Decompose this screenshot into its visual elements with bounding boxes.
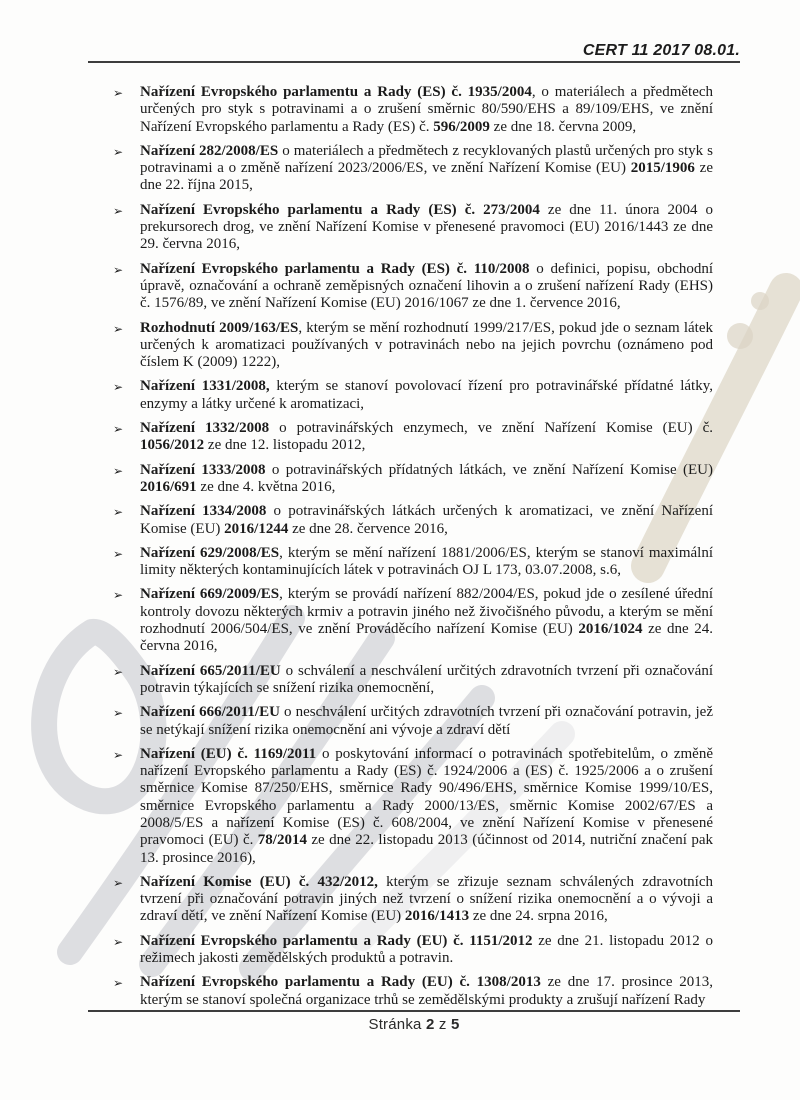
regulation-text: Nařízení 1331/2008, kterým se stanoví povolovací řízení pro potravinářské přídatné látky, enzymy a látky určené k aromatizaci, (140, 378, 714, 412)
regulation-text: Nařízení 629/2008/ES, kterým se mění nařízení 1881/2006/ES, kterým se stanoví maximální limity některých kontaminujících látek v potravinách OJ L 173, 03.07.2008, s.6, (140, 544, 713, 579)
regulation-text: Nařízení Evropského parlamentu a Rady (ES) č. 1935/2004, o materiálech a předmětech určených pro styk s potravinami a o zrušení směrnic 80/590/EHS a 89/109/EHS, ve znění Nařízení Evropského parlamentu a Rady (ES) č. 596/2009 ze dne 18. června 2009, (140, 84, 714, 135)
regulation-text: Nařízení Evropského parlamentu a Rady (ES) č. 110/2008 o definici, popisu, obchodní úpravě, označování a ochraně zeměpisných označení lihovin a o zrušení nařízení Rady (EHS) č. 1576/89, ve znění Nařízení Komise (EU) 2016/1067 ze dne 1. července 2016, (140, 260, 714, 312)
regulation-item (113, 874, 713, 926)
regulation-item (113, 974, 713, 1009)
page-header (88, 42, 740, 63)
arrow-bullet-icon: ➢ (113, 706, 124, 721)
regulation-item (113, 663, 713, 698)
regulation-item (113, 462, 713, 497)
regulation-text: Nařízení Evropského parlamentu a Rady (EU) č. 1308/2013 ze dne 17. prosince 2013, kterým se stanoví společná organizace trhů se zemědělskými produkty a zrušují nařízení Rady (140, 974, 713, 1008)
page-number (88, 1016, 740, 1033)
arrow-bullet-icon: ➢ (113, 422, 124, 437)
regulation-item (113, 320, 713, 372)
arrow-bullet-icon: ➢ (113, 262, 124, 277)
header-rule (88, 61, 740, 63)
page-footer (88, 1010, 740, 1033)
regulation-text: Nařízení 282/2008/ES o materiálech a předmětech z recyklovaných plastů určených pro styk s potravinami a o změně nařízení 2023/2006/ES, ve znění Nařízení Komise (EU) 2015/1906 ze dne 22. října 2015, (140, 142, 713, 194)
arrow-bullet-icon: ➢ (113, 976, 124, 991)
regulation-item (113, 143, 713, 195)
regulation-item (113, 84, 713, 136)
page-number-separator: z (438, 1016, 447, 1033)
regulation-text: Nařízení 665/2011/EU o schválení a neschválení určitých zdravotních tvrzení při označování potravin týkajících se snížení rizika onemocnění, (140, 662, 713, 696)
regulation-item (113, 202, 713, 254)
regulation-item (113, 503, 713, 538)
arrow-bullet-icon: ➢ (113, 203, 124, 218)
arrow-bullet-icon: ➢ (113, 747, 124, 762)
regulation-text: Nařízení (EU) č. 1169/2011 o poskytování informací o potravinách spotřebitelům, o změně nařízení Evropského parlamentu a Rady (ES) č. 1924/2006 a (ES) č. 1925/2006 a o zrušení směrnice Komise 87/250/EHS, směrnice Rady 90/496/EHS, směrnice Komise 1999/10/ES, směrnice Evropského parlamentu a Rady 2000/13/ES, směrnic Komise 2002/67/ES a 2008/5/ES a nařízení Komise (ES) č. 608/2004, ve znění Nařízení Komise v přenesené pravomoci (EU) č. 78/2014 ze dne 22. listopadu 2013 (účinnost od 2014, nutriční značení pak 13. prosince 2016), (140, 745, 713, 866)
regulation-text: Nařízení Evropského parlamentu a Rady (EU) č. 1151/2012 ze dne 21. listopadu 2012 o režimech jakosti zemědělských produktů a potravin. (140, 932, 713, 967)
document-code: CERT 11 2017 08.01. (582, 42, 740, 59)
regulation-text: Nařízení 669/2009/ES, kterým se provádí nařízení 882/2004/ES, pokud jde o zesílené úřední kontroly dovozu některých krmiv a potravin jiného než živočišného původu, a kterým se mění rozhodnutí 2006/504/ES, ve znění Prováděcího nařízení Komise (EU) 2016/1024 ze dne 24. června 2016, (140, 586, 713, 655)
regulation-item (113, 586, 713, 655)
regulation-item (113, 545, 713, 580)
regulation-text: Nařízení 1334/2008 o potravinářských látkách určených k aromatizaci, ve znění Nařízení Komise (EU) 2016/1244 ze dne 28. července 2016, (140, 503, 713, 537)
regulation-text: Nařízení 1333/2008 o potravinářských přídatných látkách, ve znění Nařízení Komise (EU) 2016/691 ze dne 4. května 2016, (140, 461, 713, 495)
arrow-bullet-icon: ➢ (113, 505, 124, 520)
page-number-current: 2 (425, 1016, 435, 1033)
regulation-text: Nařízení 666/2011/EU o neschválení určitých zdravotních tvrzení při označování potravin, jež se netýkají snížení rizika onemocnění ani vývoje a zdraví dětí (140, 704, 713, 738)
arrow-bullet-icon: ➢ (113, 86, 124, 100)
arrow-bullet-icon: ➢ (113, 380, 124, 395)
arrow-bullet-icon: ➢ (113, 546, 124, 561)
regulation-item (113, 261, 713, 313)
regulation-list (113, 84, 713, 1016)
arrow-bullet-icon: ➢ (113, 321, 124, 336)
page-number-total: 5 (450, 1016, 460, 1033)
regulation-text: Nařízení Evropského parlamentu a Rady (ES) č. 273/2004 ze dne 11. února 2004 o prekursorech drog, ve znění Nařízení Komise v přenesené pravomoci (EU) 2016/1443 ze dne 29. června 2016, (140, 201, 713, 253)
arrow-bullet-icon: ➢ (113, 463, 124, 478)
arrow-bullet-icon: ➢ (113, 875, 124, 890)
regulation-text: Nařízení 1332/2008 o potravinářských enzymech, ve znění Nařízení Komise (EU) č. 1056/2012 ze dne 12. listopadu 2012, (140, 420, 713, 454)
regulation-item (113, 378, 713, 413)
regulation-item (113, 420, 713, 455)
regulation-item (113, 933, 713, 968)
regulation-text: Nařízení Komise (EU) č. 432/2012, kterým se zřizuje seznam schválených zdravotních tvrzení při označování potravin jiných než tvrzení o snížení rizika onemocnění a o vývoji a zdraví dětí, ve znění Nařízení Komise (EU) 2016/1413 ze dne 24. srpna 2016, (140, 873, 714, 925)
arrow-bullet-icon: ➢ (113, 144, 124, 159)
regulation-text: Rozhodnutí 2009/163/ES, kterým se mění rozhodnutí 1999/217/ES, pokud jde o seznam látek určených k aromatizaci používaných v potravinách nebo na jejich povrchu (oznámeno pod číslem K (2009) 1222), (140, 319, 713, 371)
regulation-item (113, 746, 713, 867)
arrow-bullet-icon: ➢ (113, 588, 124, 603)
page-number-label: Stránka (368, 1016, 422, 1033)
arrow-bullet-icon: ➢ (113, 664, 124, 679)
regulation-item (113, 704, 713, 739)
footer-rule (88, 1010, 740, 1012)
arrow-bullet-icon: ➢ (113, 934, 124, 949)
